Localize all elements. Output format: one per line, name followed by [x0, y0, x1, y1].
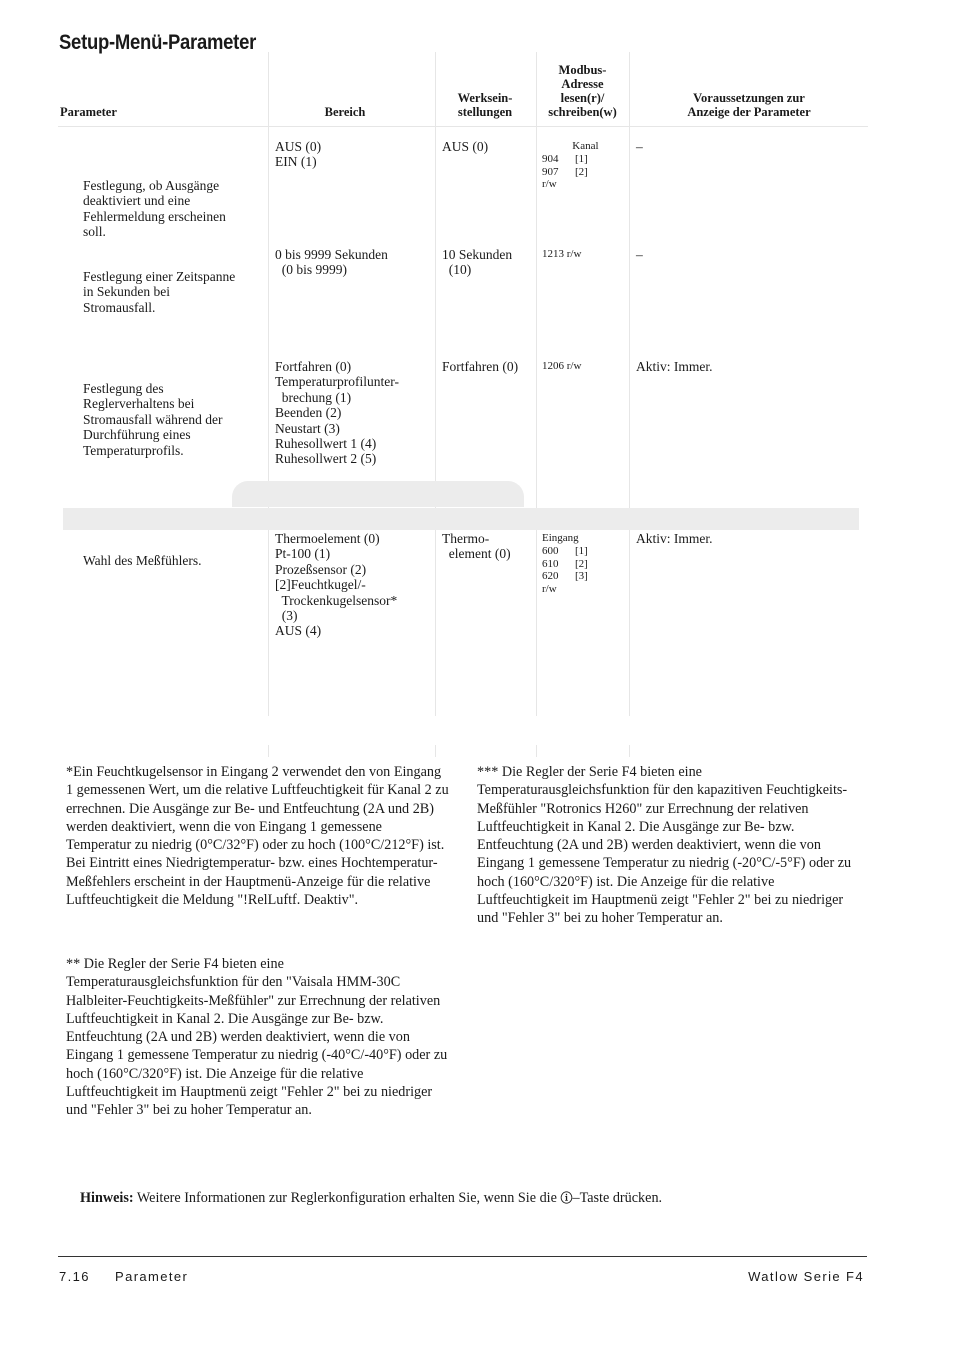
- header-werkseinstellungen: Werksein- stellungen: [457, 91, 513, 119]
- row3-modbus: 1206 r/w: [542, 360, 582, 372]
- row1-modbus: Kanal 904 [1] 907 [2] r/w: [542, 140, 599, 191]
- row1-default: AUS (0): [442, 139, 489, 154]
- header-divider: [58, 126, 868, 127]
- header-modbus-adresse: Modbus- Adresse lesen(r)/ schreiben(w): [548, 63, 617, 119]
- column-divider: [629, 52, 630, 716]
- column-divider: [629, 745, 630, 757]
- footnote-vaisala: ** Die Regler der Serie F4 bieten eine Temperaturausgleichsfunktion für den "Vaisala HMM-30C Halbleiter-Feuchtigkeits-Meßfühler" zur Errechnung der relativen Luftfeuchtigkeit in Kanal 2. Die Ausgänge zur Be- bzw. Entfeuchtung (2A und 2B) werden deaktiviert, wenn die von Eingang 1 gemessene Temperatur zu niedrig (-40°C/-40°F) oder zu hoch (160°C/320°F) ist. Die Anzeige für die relative Luftfeuchtigkeit im Hauptmenü zeigt "Fehler 2" bei zu niedriger und "Fehler 3" bei zu hoher Temperatur an.: [66, 956, 448, 1119]
- hint-label: Hinweis:: [80, 1190, 134, 1206]
- row2-condition: –: [636, 247, 643, 262]
- column-divider: [268, 52, 269, 716]
- row3-description: Festlegung des Reglerverhaltens bei Stromausfall während der Durchführung eines Temperaturprofils.: [83, 381, 223, 458]
- section-tab: [232, 481, 524, 507]
- header-parameter: Parameter: [60, 105, 117, 119]
- info-key-icon: ⓘ: [560, 1191, 573, 1205]
- row3-range: Fortfahren (0) Temperaturprofilunter- brechung (1) Beenden (2) Neustart (3) Ruhesollwert 1 (4) Ruhesollwert 2 (5): [275, 359, 399, 467]
- column-divider: [435, 745, 436, 757]
- row2-range: 0 bis 9999 Sekunden (0 bis 9999): [275, 247, 388, 278]
- row4-condition: Aktiv: Immer.: [636, 531, 713, 546]
- footnote-wet-bulb: *Ein Feuchtkugelsensor in Eingang 2 verwendet den von Eingang 1 gemessenen Wert, um die relative Luftfeuchtigkeit für Kanal 2 zu errechnen. Die Ausgänge zur Be- und Entfeuchtung (2A und 2B) werden deaktiviert, wenn die von Eingang 1 gemessene Temperatur zu niedrig (0°C/32°F) oder zu hoch (100°C/212°F) ist. Bei Eintritt eines Niedrigtemperatur- bzw. eines Hochtemperatur-Meßfehlers erscheint in der Hauptmenü-Anzeige für die relative Luftfeuchtigkeit die Meldung "!RelLuftf. Deaktiv".: [66, 764, 449, 909]
- row4-modbus: Eingang 600 [1] 610 [2] 620 [3] r/w: [542, 532, 588, 596]
- row2-modbus: 1213 r/w: [542, 248, 582, 260]
- hint-line: [80, 1189, 662, 1207]
- row1-description: Festlegung, ob Ausgänge deaktiviert und eine Fehlermeldung erscheinen soll.: [83, 178, 226, 240]
- hint-text-end: –Taste drücken.: [572, 1190, 663, 1206]
- column-divider: [435, 52, 436, 716]
- row3-condition: Aktiv: Immer.: [636, 359, 713, 374]
- hint-text: Weitere Informationen zur Reglerkonfiguration erhalten Sie, wenn Sie die: [133, 1190, 561, 1206]
- column-divider: [536, 745, 537, 757]
- footer-page-number: 7.16: [59, 1269, 90, 1284]
- header-voraussetzungen: Voraussetzungen zur Anzeige der Parameter: [687, 91, 811, 119]
- section-band: [63, 508, 859, 530]
- row4-default: Thermo- element (0): [442, 531, 511, 562]
- row3-default: Fortfahren (0): [442, 359, 519, 374]
- page-title: Setup-Menü-Parameter: [59, 31, 257, 54]
- row2-default: 10 Sekunden (10): [442, 247, 513, 278]
- header-bereich: Bereich: [324, 105, 366, 119]
- row2-description: Festlegung einer Zeitspanne in Sekunden bei Stromausfall.: [83, 269, 236, 315]
- column-divider: [268, 745, 269, 757]
- row4-description: Wahl des Meßfühlers.: [83, 553, 202, 568]
- footer-product: Watlow Serie F4: [748, 1269, 864, 1284]
- column-divider: [536, 52, 537, 716]
- row1-condition: –: [636, 139, 643, 154]
- footnote-rotronics: *** Die Regler der Serie F4 bieten eine Temperaturausgleichsfunktion für den kapazitiven Feuchtigkeits-Meßfühler "Rotronics H260" zur Errechnung der relativen Luftfeuchtigkeit in Kanal 2. Die Ausgänge zur Be- bzw. Entfeuchtung (2A und 2B) werden deaktiviert, wenn die von Eingang 1 gemessene Temperatur zu niedrig (-20°C/-5°F) oder zu hoch (160°C/320°F) ist. Die Anzeige für die relative Luftfeuchtigkeit im Hauptmenü zeigt "Fehler 2" bei zu niedriger und "Fehler 3" bei zu hoher Temperatur an.: [477, 764, 852, 927]
- row1-range: AUS (0) EIN (1): [275, 139, 322, 170]
- footer-rule: [58, 1256, 867, 1257]
- footer-section: Parameter: [115, 1269, 189, 1284]
- row4-range: Thermoelement (0) Pt-100 (1) Prozeßsensor (2) [2]Feuchtkugel/- Trockenkugelsensor* (3) AUS (4): [275, 531, 398, 639]
